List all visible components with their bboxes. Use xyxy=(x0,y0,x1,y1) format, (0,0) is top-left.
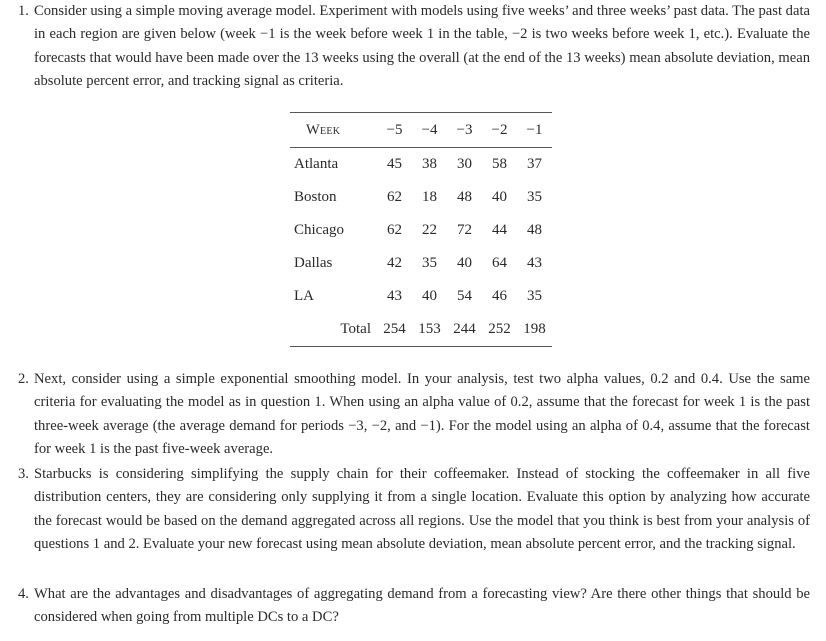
table-row xyxy=(290,148,552,182)
region-name: Chicago xyxy=(294,222,344,238)
demand-value: 72 xyxy=(457,222,472,238)
total-row xyxy=(290,313,552,347)
demand-value: 40 xyxy=(492,189,507,205)
question-text: Starbucks is considering simplifying the supply chain for their coffeemaker. Instead of stocking the coffeemaker in all five distribution centers, they are considering only supplying it from a single location. Evaluate this option by analyzing how accurate the forecast would be based on the demand aggregated across all regions. Use the model that you think is best from your analysis of questions 1 and 2. Evaluate your new forecast using mean absolute deviation, mean absolute percent error, and the tracking signal. xyxy=(34,466,810,552)
region-name: Atlanta xyxy=(294,156,339,172)
question-number: 2. xyxy=(18,371,29,387)
question-4 xyxy=(18,583,810,630)
total-value: 198 xyxy=(523,321,546,337)
demand-value: 35 xyxy=(527,189,542,205)
total-value: 153 xyxy=(418,321,441,337)
question-number: 1. xyxy=(18,3,29,19)
question-text: Consider using a simple moving average model. Experiment with models using five weeks’ and three weeks’ past data. The past data in each region are given below (week −1 is the week before week 1 in the table, −2 is two weeks before week 1, etc.). Evaluate the forecasts that would have been made over the 13 weeks using the overall (at the end of the 13 weeks) mean absolute deviation, mean absolute percent error, and tracking signal as criteria. xyxy=(34,3,810,89)
question-number: 4. xyxy=(18,586,29,602)
week-col: −2 xyxy=(491,121,508,138)
week-col: −1 xyxy=(526,121,543,138)
demand-value: 58 xyxy=(492,156,507,172)
question-text: Next, consider using a simple exponential smoothing model. In your analysis, test two alpha values, 0.2 and 0.4. Use the same criteria for evaluating the model as in question 1. When using an alpha value of 0.2, assume that the forecast for week 1 is the past three-week average (the average demand for periods −3, −2, and −1). For the model using an alpha of 0.4, assume that the forecast for week 1 is the past five-week average. xyxy=(34,371,810,457)
total-value: 254 xyxy=(383,321,406,337)
table-row xyxy=(290,280,552,313)
demand-value: 62 xyxy=(387,222,402,238)
question-3 xyxy=(18,463,810,556)
question-text: What are the advantages and disadvantages of aggregating demand from a forecasting view? Are there other things that should be considered when going from multiple DCs to a DC? xyxy=(34,586,810,626)
question-1 xyxy=(18,0,810,93)
region-name: LA xyxy=(294,288,314,304)
demand-value: 40 xyxy=(457,255,472,271)
total-label: Total xyxy=(340,321,371,337)
table-row xyxy=(290,247,552,280)
region-name: Dallas xyxy=(294,255,333,271)
week-col: −4 xyxy=(421,121,438,138)
demand-value: 35 xyxy=(422,255,437,271)
demand-value: 54 xyxy=(457,288,472,304)
demand-value: 35 xyxy=(527,288,542,304)
demand-value: 64 xyxy=(492,255,507,271)
demand-value: 22 xyxy=(422,222,437,238)
week-header: Week xyxy=(306,121,341,138)
demand-value: 30 xyxy=(457,156,472,172)
demand-value: 44 xyxy=(492,222,507,238)
week-col: −3 xyxy=(456,121,473,138)
total-value: 244 xyxy=(453,321,476,337)
demand-value: 40 xyxy=(422,288,437,304)
demand-value: 46 xyxy=(492,288,507,304)
table-row xyxy=(290,214,552,247)
demand-value: 48 xyxy=(527,222,542,238)
question-number: 3. xyxy=(18,466,29,482)
demand-value: 43 xyxy=(527,255,542,271)
table-header-row xyxy=(290,113,552,148)
week-col: −5 xyxy=(386,121,403,138)
total-value: 252 xyxy=(488,321,511,337)
question-2 xyxy=(18,368,810,461)
demand-value: 37 xyxy=(527,156,542,172)
demand-value: 38 xyxy=(422,156,437,172)
demand-value: 48 xyxy=(457,189,472,205)
demand-value: 62 xyxy=(387,189,402,205)
demand-value: 42 xyxy=(387,255,402,271)
demand-value: 43 xyxy=(387,288,402,304)
region-name: Boston xyxy=(294,189,337,205)
demand-value: 18 xyxy=(422,189,437,205)
table-row xyxy=(290,181,552,214)
demand-value: 45 xyxy=(387,156,402,172)
weekly-demand-table xyxy=(290,112,552,347)
